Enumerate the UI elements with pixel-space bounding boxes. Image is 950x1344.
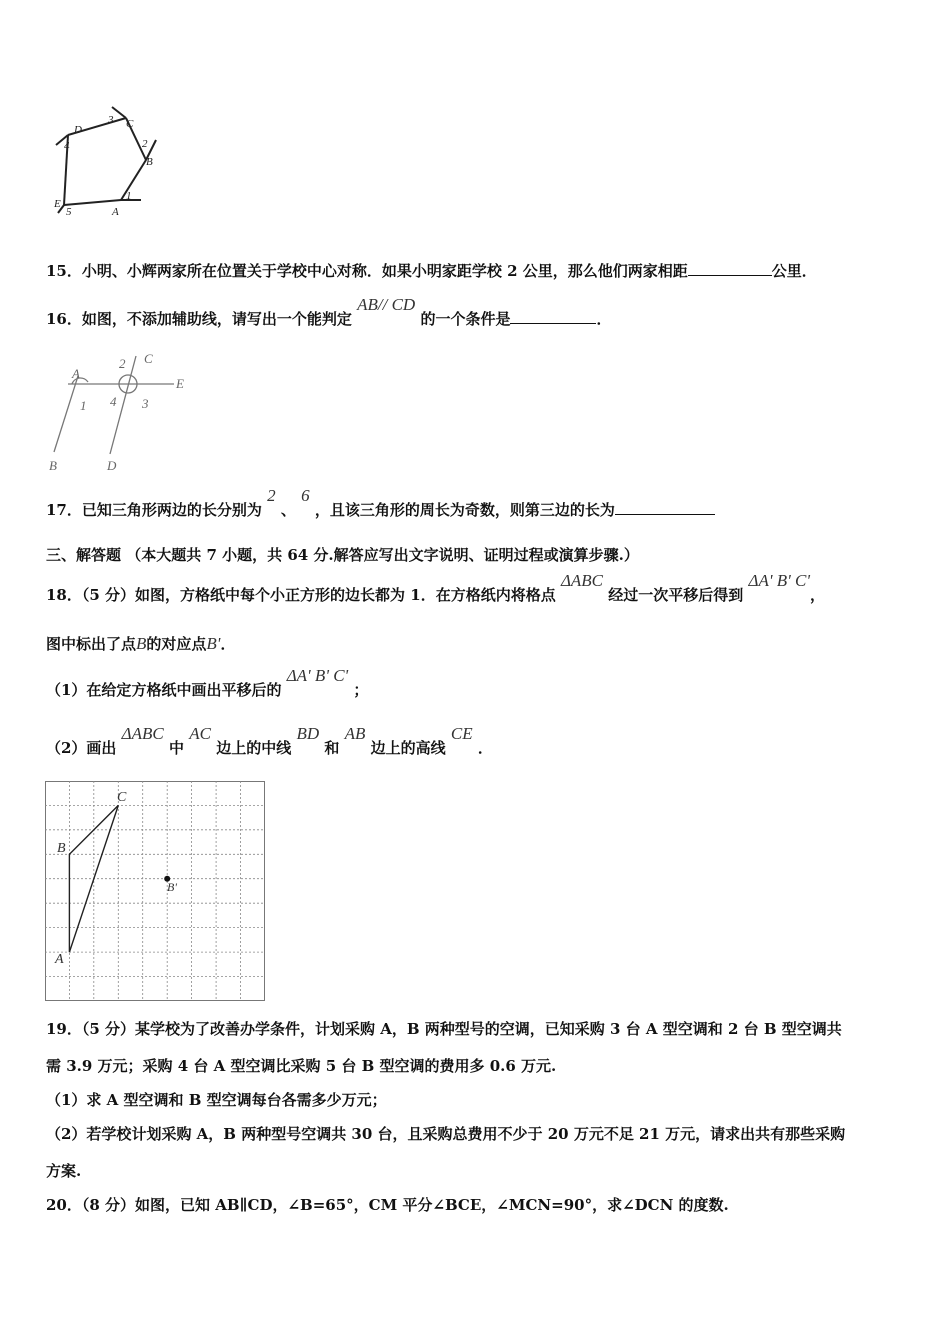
question-19-part2: （2）若学校计划采购 A，B 两种型号空调共 30 台，且采购总费用不少于 20 万元不足 21 万元，请求出共有那些采购 (46, 1125, 846, 1143)
label-3: 3 (108, 114, 114, 126)
question-18-part1: （1）在给定方格纸中画出平移后的 ΔA' B' C' ； (46, 666, 369, 699)
grid-border (46, 782, 265, 1001)
label-b: B (146, 156, 153, 168)
question-15: 15．小明、小辉两家所在位置关于学校中心对称．如果小明家距学校 2 公里，那么他们两家相距 公里． (46, 262, 817, 280)
answer-blank-15 (688, 261, 772, 276)
label-a: A (72, 366, 80, 381)
label-b-prime: B' (167, 880, 177, 894)
question-19-part1: （1）求 A 型空调和 B 型空调每台各需多少万元； (46, 1091, 387, 1109)
label-1: 1 (126, 190, 132, 202)
label-4: 4 (64, 140, 70, 152)
question-19-line2: 需 3.9 万元；采购 4 台 A 型空调比采购 5 台 B 型空调的费用多 0.6 万元. (46, 1057, 557, 1075)
answer-blank-17 (615, 500, 715, 515)
question-20: 20．（8 分）如图，已知 AB∥CD，∠B=65°，CM 平分∠BCE，∠MCN=90°，求∠DCN 的度数. (46, 1196, 729, 1214)
label-c: C (144, 351, 153, 366)
label-a: A (55, 952, 64, 967)
line-ab (54, 376, 78, 452)
label-2: 2 (119, 356, 126, 371)
question-19-line1: 19．（5 分）某学校为了改善办学条件，计划采购 A，B 两种型号的空调，已知采购 3 台 A 型空调和 2 台 B 型空调共 (46, 1020, 842, 1038)
label-b: B (49, 458, 57, 473)
edge-ae (64, 200, 121, 205)
question-18-line2: 图中标出了点B的对应点B'． (46, 634, 236, 653)
math-ab-cd: AB// CD (357, 295, 416, 314)
question-17: 17．已知三角形两边的长分别为 2 、 6 ，且该三角形的周长为奇数，则第三边的长为 (46, 500, 715, 520)
label-b: B (57, 841, 66, 856)
label-5: 5 (66, 206, 72, 218)
question-18-part2: （2）画出 ΔABC 中 AC 边上的中线 BD 和 AB 边上的高线 CE ． (46, 724, 493, 757)
label-1: 1 (80, 398, 87, 413)
edge-ba (121, 160, 146, 200)
label-d: D (74, 124, 82, 136)
question-16: 16．如图，不添加辅助线，请写出一个能判定 AB// CD 的一个条件是 ． (46, 295, 612, 328)
answer-blank-16 (510, 309, 596, 324)
parallel-lines-figure (46, 348, 206, 476)
question-19-line5: 方案. (46, 1162, 82, 1180)
grid-figure (45, 781, 266, 1003)
label-d: D (107, 458, 117, 473)
ext-c (112, 107, 126, 118)
label-c: C (126, 118, 134, 130)
label-e: E (54, 198, 61, 210)
label-3: 3 (142, 396, 149, 411)
label-2: 2 (142, 138, 148, 150)
label-c: C (117, 790, 127, 805)
label-4: 4 (110, 394, 117, 409)
pentagon-figure (46, 105, 166, 220)
label-a: A (112, 206, 119, 218)
section-3-heading: 三、解答题 （本大题共 7 小题，共 64 分.解答应写出文字说明、证明过程或演算步骤.） (46, 546, 639, 564)
label-e: E (176, 376, 184, 391)
question-18-line1: 18．（5 分）如图，方格纸中每个小正方形的边长都为 1．在方格纸内将格点 ΔABC 经过一次平移后得到 ΔA' B' C'， (46, 571, 826, 604)
